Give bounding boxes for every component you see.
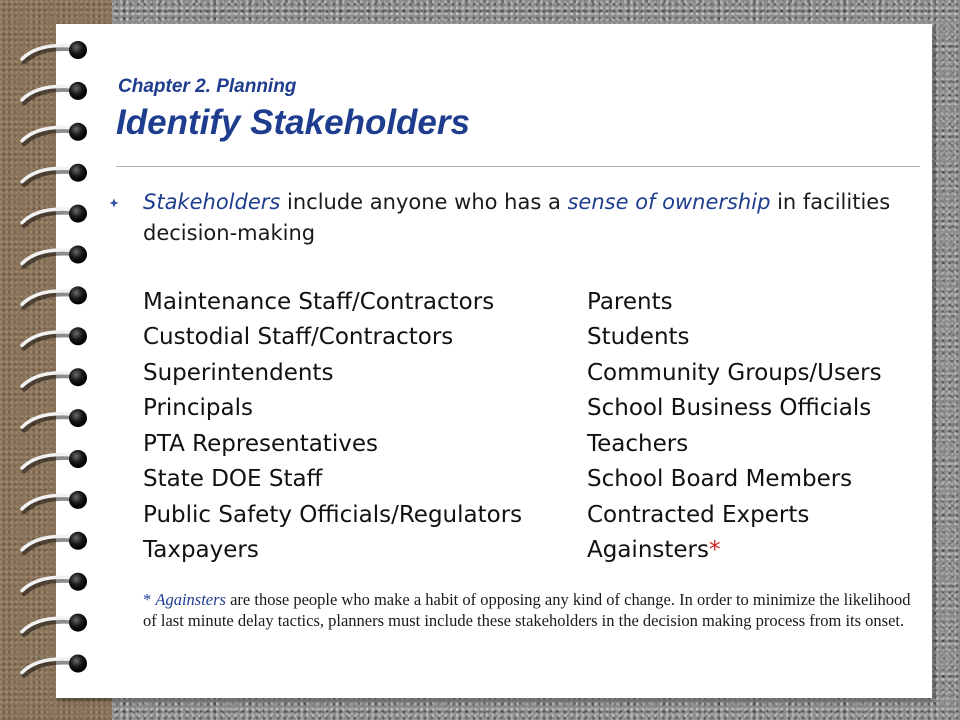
list-row [143,391,882,427]
spiral-ring-icon [22,532,87,553]
stakeholder-left: Principals [143,395,253,422]
stakeholder-left: Superintendents [143,359,334,386]
stakeholder-list [143,284,882,568]
stakeholder-right: School Board Members [587,466,853,493]
stakeholder-right: School Business Officials [587,395,872,422]
list-row [143,533,882,569]
stakeholder-right: Teachers [587,430,689,457]
footnote-marker: * [143,590,152,609]
intro-statement [143,187,913,249]
stakeholder-left: State DOE Staff [143,466,323,493]
spiral-ring-icon [22,82,87,103]
againsters-footnote [143,589,913,631]
stakeholder-left: Taxpayers [143,537,259,564]
list-row [143,355,882,391]
spiral-ring-icon [22,327,87,348]
chapter-label: Chapter 2. Planning [118,76,297,97]
footnote-term: Againsters [155,590,226,609]
intro-text-after: in facilities decision-making [143,190,891,245]
spiral-ring-icon [22,286,87,307]
spiral-ring-icon [22,246,87,267]
asterisk-marker: * [709,537,721,564]
intro-term: Stakeholders [143,190,281,214]
stakeholder-left: Public Safety Officials/Regulators [143,501,523,528]
spiral-ring-icon [22,450,87,471]
spiral-ring-icon [22,123,87,144]
spiral-ring-icon [22,41,87,62]
spiral-ring-icon [22,573,87,594]
intro-text-before: include anyone who has a [280,190,568,214]
title-divider [116,166,920,167]
diamond-bullet-icon [109,198,119,208]
stakeholder-right: Parents [587,288,673,315]
page-title: Identify Stakeholders [116,103,470,142]
spiral-binding [0,0,110,720]
stakeholder-right: Contracted Experts [587,501,810,528]
stakeholder-left: PTA Representatives [143,430,378,457]
spiral-ring-icon [22,205,87,226]
stakeholder-right-againsters [587,537,721,563]
list-row [143,320,882,356]
stakeholder-right: Students [587,324,690,351]
spiral-ring-icon [22,368,87,389]
footnote-text: are those people who make a habit of opposing any kind of change. In order to minimize the likelihood of last minute delay tactics, planners must include these stakeholders in the decision making process from its onset. [143,590,911,630]
list-row [143,426,882,462]
stakeholder-left: Maintenance Staff/Contractors [143,288,495,315]
intro-emphasis: sense of ownership [567,190,771,214]
spiral-ring-icon [22,655,87,676]
spiral-ring-icon [22,164,87,185]
againsters-label: Againsters [587,537,709,564]
list-row [143,284,882,320]
spiral-ring-icon [22,491,87,512]
stakeholder-left: Custodial Staff/Contractors [143,324,454,351]
spiral-ring-icon [22,614,87,635]
list-row [143,497,882,533]
stakeholder-right: Community Groups/Users [587,359,882,386]
spiral-ring-icon [22,409,87,430]
list-row [143,462,882,498]
